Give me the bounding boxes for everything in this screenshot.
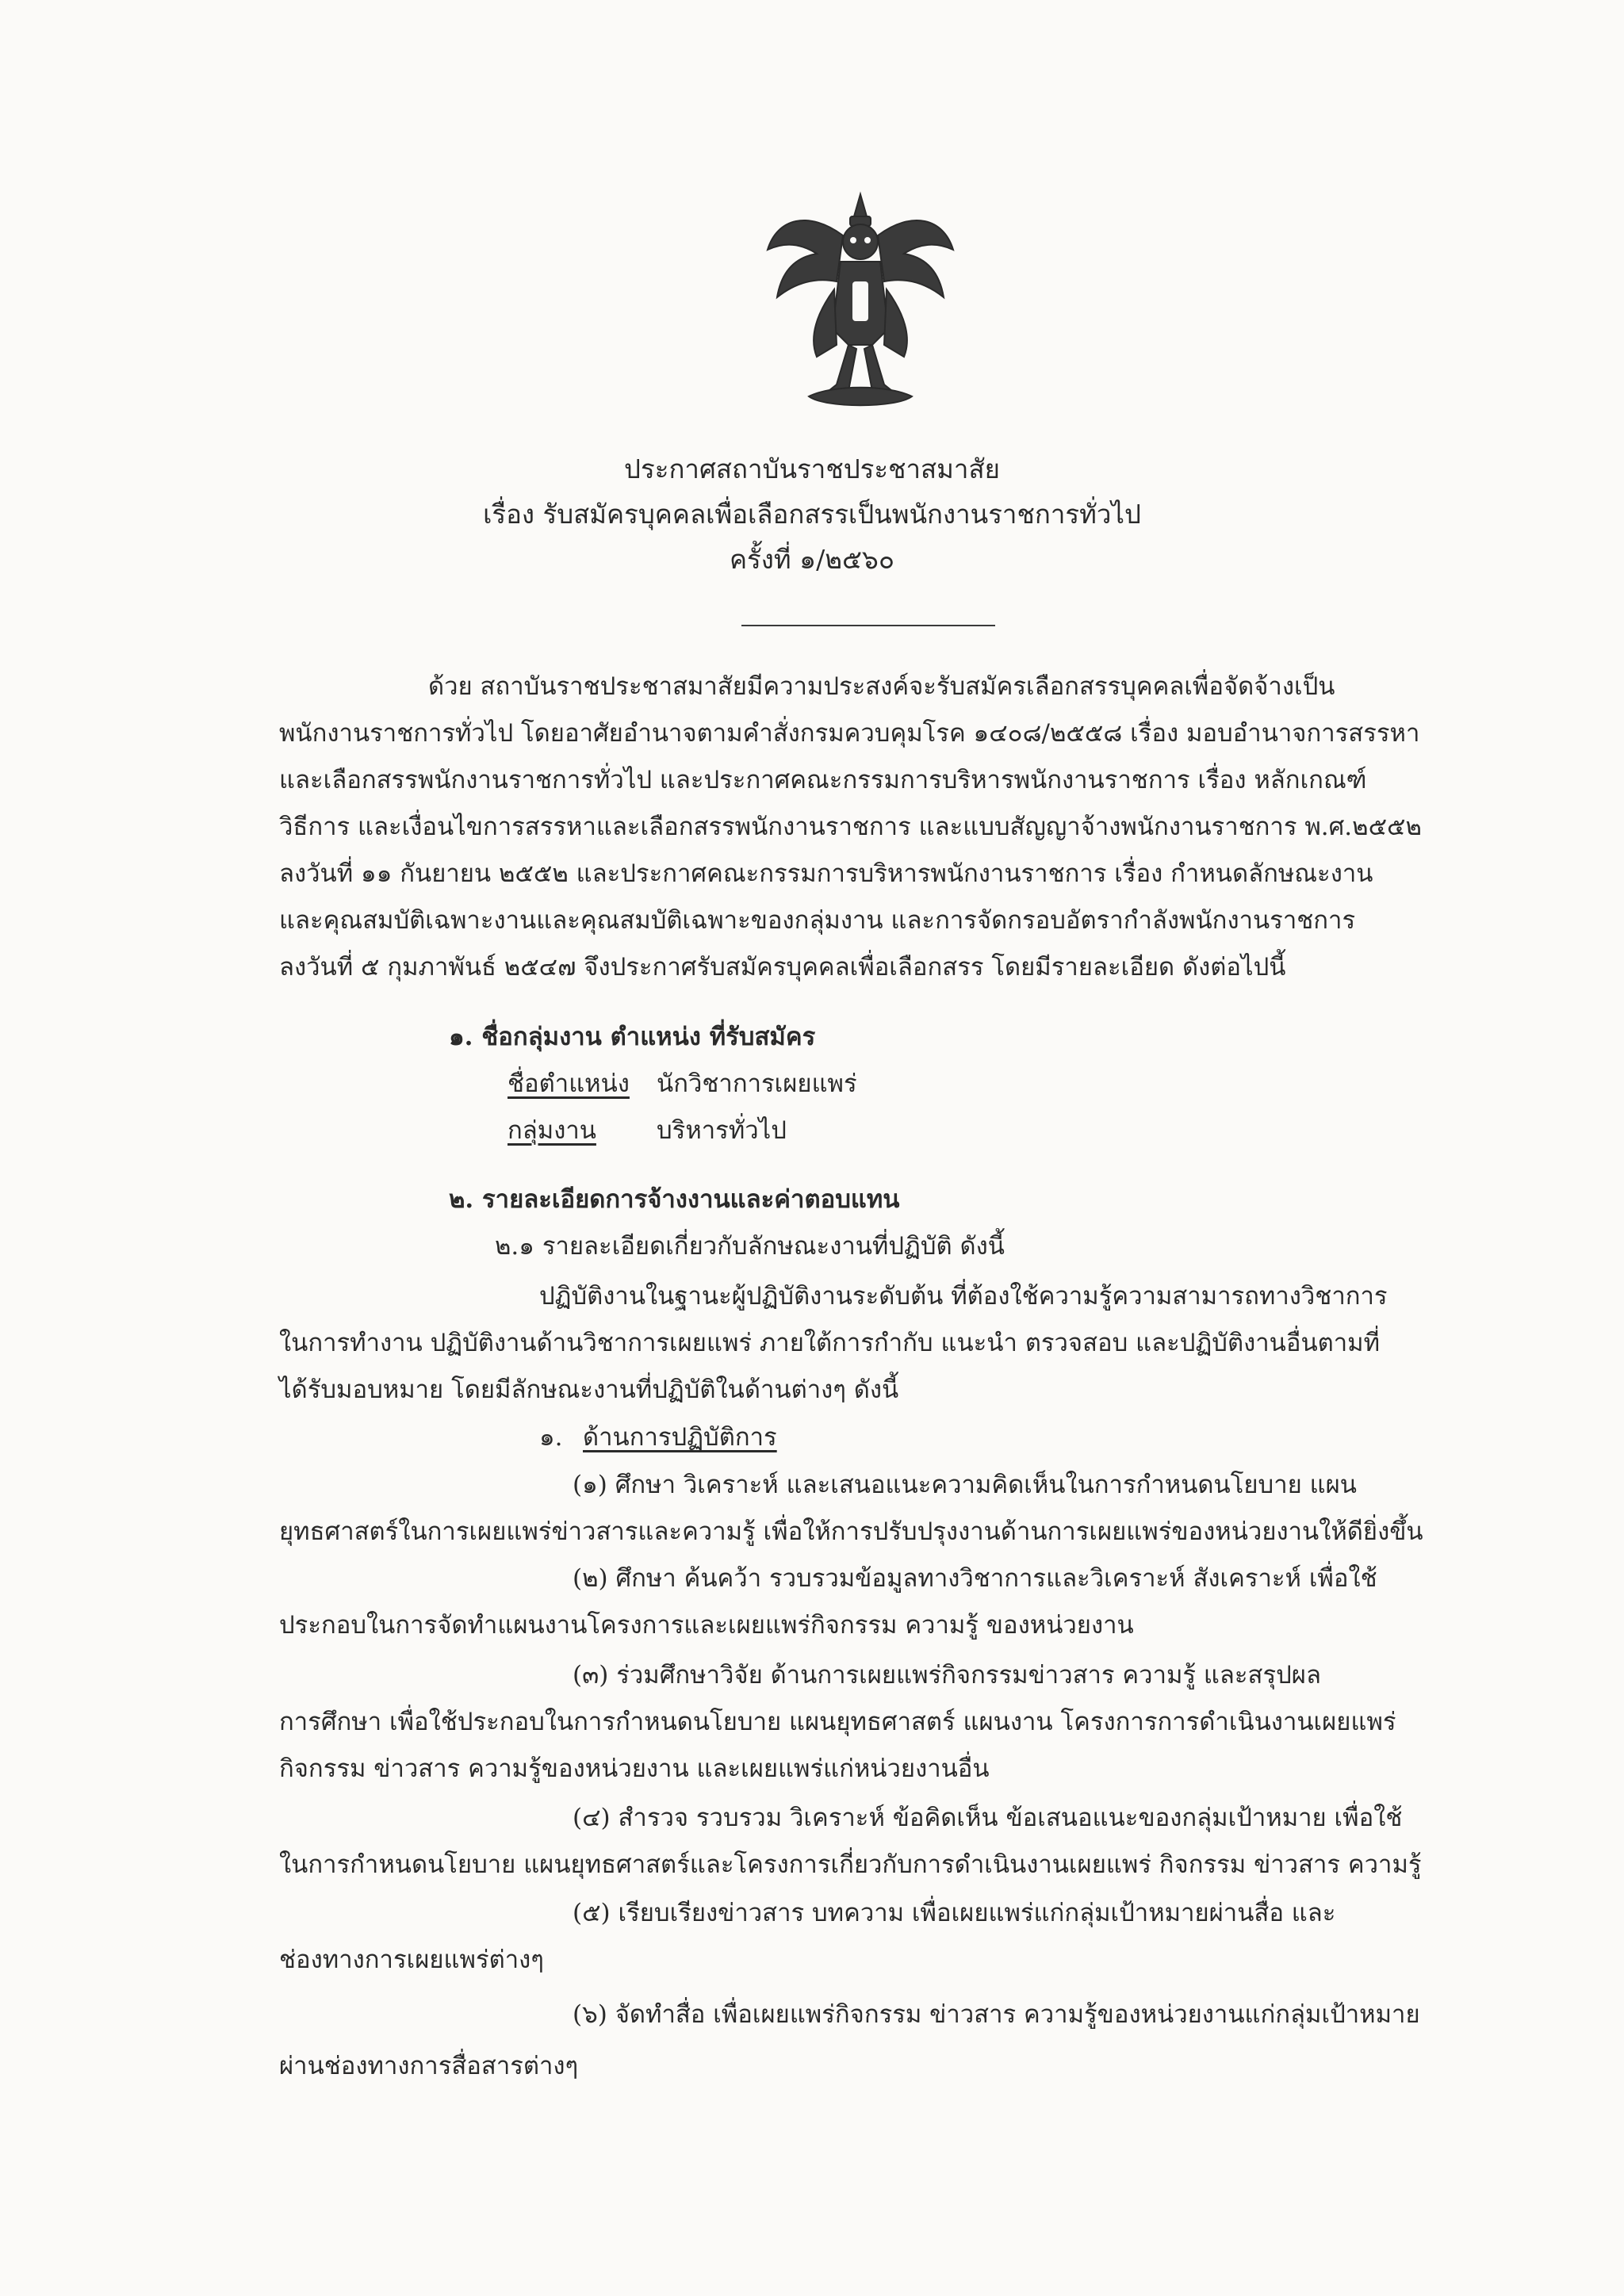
operations-title: ด้านการปฏิบัติการ: [583, 1423, 777, 1452]
garuda-emblem-icon: [761, 186, 959, 424]
duty-item: ประกอบในการจัดทำแผนงานโครงการและเผยแพร่กิจกรรม ความรู้ ของหน่วยงาน: [279, 1611, 1134, 1640]
job-description-line: ในการทำงาน ปฏิบัติงานด้านวิชาการเผยแพร่ ภายใต้การกำกับ แนะนำ ตรวจสอบ และปฏิบัติงานอื่นตามที่: [279, 1329, 1381, 1357]
duty-item: (๓) ร่วมศึกษาวิจัย ด้านการเผยแพร่กิจกรรมข่าวสาร ความรู้ และสรุปผล: [573, 1661, 1321, 1689]
intro-line: วิธีการ และเงื่อนไขการสรรหาและเลือกสรรพนักงานราชการ และแบบสัญญาจ้างพนักงานราชการ พ.ศ.๒๕๕๒: [279, 813, 1422, 841]
duty-item: ยุทธศาสตร์ในการเผยแพร่ข่าวสารและความรู้ เพื่อให้การปรับปรุงงานด้านการเผยแพร่ของหน่วยงานให้ดียิ่งขึ้น: [279, 1517, 1423, 1546]
intro-line: และเลือกสรรพนักงานราชการทั่วไป และประกาศคณะกรรมการบริหารพนักงานราชการ เรื่อง หลักเกณฑ์: [279, 766, 1367, 794]
announcement-org: ประกาศสถาบันราชประชาสมาสัย: [624, 453, 1000, 484]
duty-item: (๖) จัดทำสื่อ เพื่อเผยแพร่กิจกรรม ข่าวสาร ความรู้ของหน่วยงานแก่กลุ่มเป้าหมาย: [573, 2000, 1420, 2029]
duty-item: (๔) สำรวจ รวบรวม วิเคราะห์ ข้อคิดเห็น ข้อเสนอแนะของกลุ่มเป้าหมาย เพื่อใช้: [573, 1804, 1403, 1832]
intro-line: ลงวันที่ ๕ กุมภาพันธ์ ๒๕๔๗ จึงประกาศรับสมัครบุคคลเพื่อเลือกสรร โดยมีรายละเอียด ดังต่อไปนี้: [279, 953, 1286, 982]
group-value: บริหารทั่วไป: [657, 1116, 787, 1145]
announcement-round: ครั้งที่ ๑/๒๕๖๐: [729, 544, 895, 575]
header-divider: [741, 625, 995, 626]
position-value: นักวิชาการเผยแพร่: [657, 1070, 857, 1098]
intro-line: พนักงานราชการทั่วไป โดยอาศัยอำนาจตามคำสั่งกรมควบคุมโรค ๑๔๐๘/๒๕๕๘ เรื่อง มอบอำนาจการสรรหา: [279, 719, 1420, 748]
job-description-line: ปฏิบัติงานในฐานะผู้ปฏิบัติงานระดับต้น ที่ต้องใช้ความรู้ความสามารถทางวิชาการ: [539, 1282, 1388, 1311]
intro-line: ด้วย สถาบันราชประชาสมาสัยมีความประสงค์จะรับสมัครเลือกสรรบุคคลเพื่อจัดจ้างเป็น: [428, 672, 1335, 701]
intro-line: และคุณสมบัติเฉพาะงานและคุณสมบัติเฉพาะของกลุ่มงาน และการจัดกรอบอัตรากำลังพนักงานราชการ: [279, 906, 1356, 935]
duty-item: ช่องทางการเผยแพร่ต่างๆ: [279, 1946, 544, 1974]
announcement-subject: เรื่อง รับสมัครบุคคลเพื่อเลือกสรรเป็นพนักงานราชการทั่วไป: [483, 499, 1141, 530]
duty-item: ในการกำหนดนโยบาย แผนยุทธศาสตร์และโครงการเกี่ยวกับการดำเนินงานเผยแพร่ กิจกรรม ข่าวสาร ความรู้: [279, 1850, 1422, 1879]
duty-item: กิจกรรม ข่าวสาร ความรู้ของหน่วยงาน และเผยแพร่แก่หน่วยงานอื่น: [279, 1755, 990, 1783]
section2-title: ๒. รายละเอียดการจ้างงานและค่าตอบแทน: [449, 1185, 900, 1214]
group-label: กลุ่มงาน: [508, 1116, 596, 1145]
section2-sub1: ๒.๑ รายละเอียดเกี่ยวกับลักษณะงานที่ปฏิบัติ ดังนี้: [495, 1232, 1005, 1261]
duty-item: (๒) ศึกษา ค้นคว้า รวบรวมข้อมูลทางวิชาการและวิเคราะห์ สังเคราะห์ เพื่อใช้: [573, 1564, 1377, 1593]
duty-item: ผ่านช่องทางการสื่อสารต่างๆ: [279, 2052, 579, 2080]
position-label: ชื่อตำแหน่ง: [508, 1070, 630, 1098]
job-description-line: ได้รับมอบหมาย โดยมีลักษณะงานที่ปฏิบัติในด้านต่างๆ ดังนี้: [279, 1376, 899, 1404]
duty-item: (๑) ศึกษา วิเคราะห์ และเสนอแนะความคิดเห็นในการกำหนดนโยบาย แผน: [573, 1471, 1357, 1499]
section1-title: ๑. ชื่อกลุ่มงาน ตำแหน่ง ที่รับสมัคร: [449, 1023, 816, 1051]
duty-item: การศึกษา เพื่อใช้ประกอบในการกำหนดนโยบาย แผนยุทธศาสตร์ แผนงาน โครงการการดำเนินงานเผยแพร่: [279, 1708, 1396, 1736]
operations-number: ๑.: [539, 1423, 563, 1452]
duty-item: (๕) เรียบเรียงข่าวสาร บทความ เพื่อเผยแพร่แก่กลุ่มเป้าหมายผ่านสื่อ และ: [573, 1899, 1336, 1927]
intro-line: ลงวันที่ ๑๑ กันยายน ๒๕๕๒ และประกาศคณะกรรมการบริหารพนักงานราชการ เรื่อง กำหนดลักษณะงาน: [279, 859, 1373, 888]
